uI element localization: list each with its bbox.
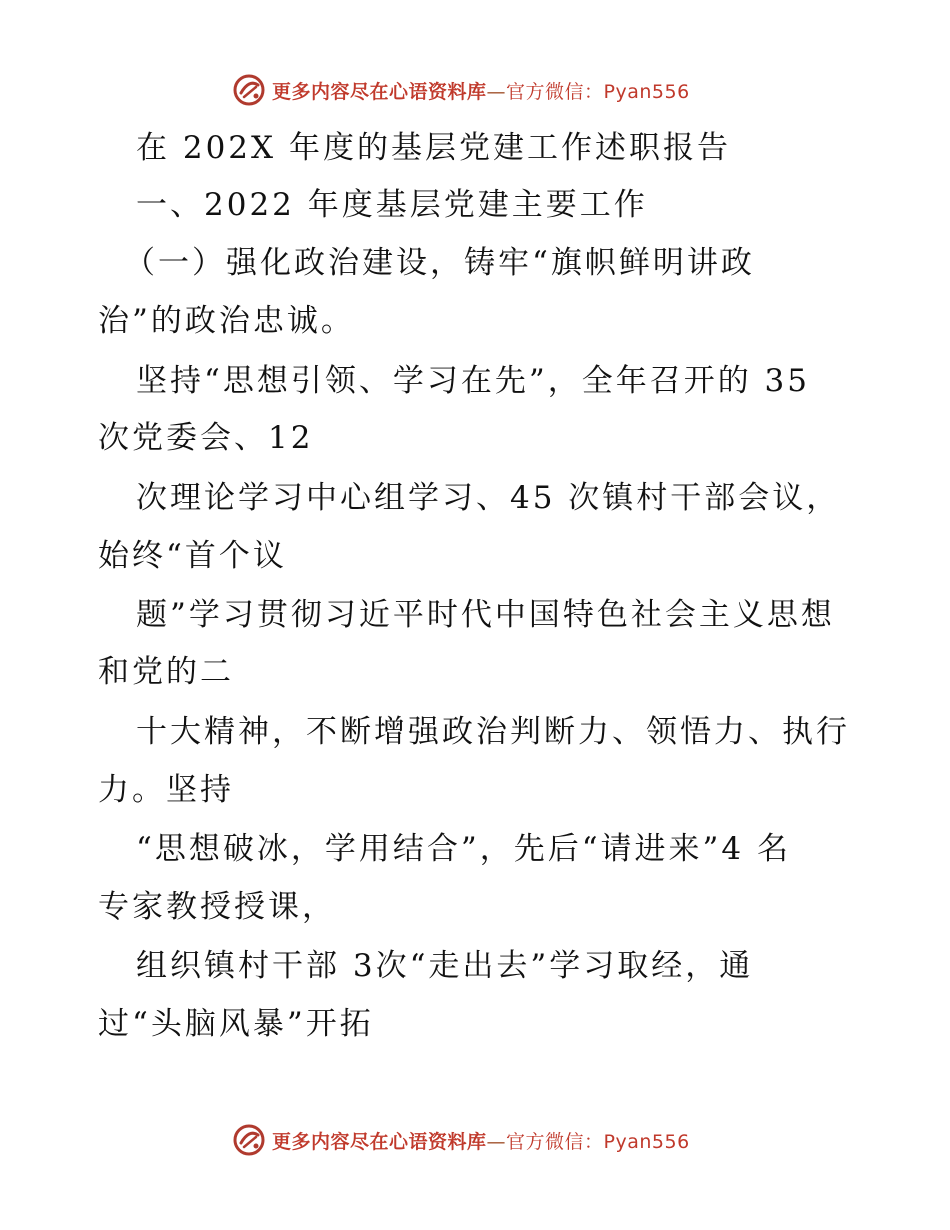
banner-text	[272, 1127, 690, 1154]
banner-wechat-id: Pyan556	[603, 80, 690, 103]
banner-wechat-id: Pyan556	[603, 1130, 690, 1153]
paragraph-line: 次党委会、12	[98, 420, 314, 456]
paragraph-line: 力。坚持	[98, 772, 234, 808]
footer-banner	[232, 1122, 712, 1158]
section-heading: 一、2022 年度基层党建主要工作	[136, 187, 648, 223]
paragraph-line: 和党的二	[98, 654, 234, 690]
paragraph-line: 十大精神，不断增强政治判断力、领悟力、执行	[136, 714, 850, 750]
doc-title: 在 202X 年度的基层党建工作述职报告	[136, 130, 731, 166]
banner-main-text: 更多内容尽在心语资料库	[272, 80, 487, 103]
subsection-heading-cont: 治”的政治忠诚。	[98, 303, 355, 339]
paragraph-line: 次理论学习中心组学习、45 次镇村干部会议，	[136, 480, 841, 516]
subsection-heading: （一）强化政治建设，铸牢“旗帜鲜明讲政	[124, 245, 755, 281]
paragraph-line: 过“头脑风暴”开拓	[98, 1006, 374, 1042]
banner-dash: —	[486, 80, 507, 103]
logo-seal-icon	[232, 1123, 266, 1157]
paragraph-line: 组织镇村干部 3次“走出去”学习取经，通	[136, 948, 754, 984]
banner-dash: —	[486, 1130, 507, 1153]
paragraph-line: “思想破冰，学用结合”，先后“请进来”4 名	[136, 831, 791, 867]
banner-wechat-label: 官方微信：	[506, 1130, 604, 1153]
banner-wechat-label: 官方微信：	[506, 80, 604, 103]
paragraph-line: 坚持“思想引领、学习在先”，全年召开的 35	[136, 363, 810, 399]
banner-main-text: 更多内容尽在心语资料库	[272, 1130, 487, 1153]
paragraph-line: 题”学习贯彻习近平时代中国特色社会主义思想	[136, 597, 835, 633]
paragraph-line: 专家教授授课，	[98, 889, 336, 925]
paragraph-line: 始终“首个议	[98, 538, 287, 574]
